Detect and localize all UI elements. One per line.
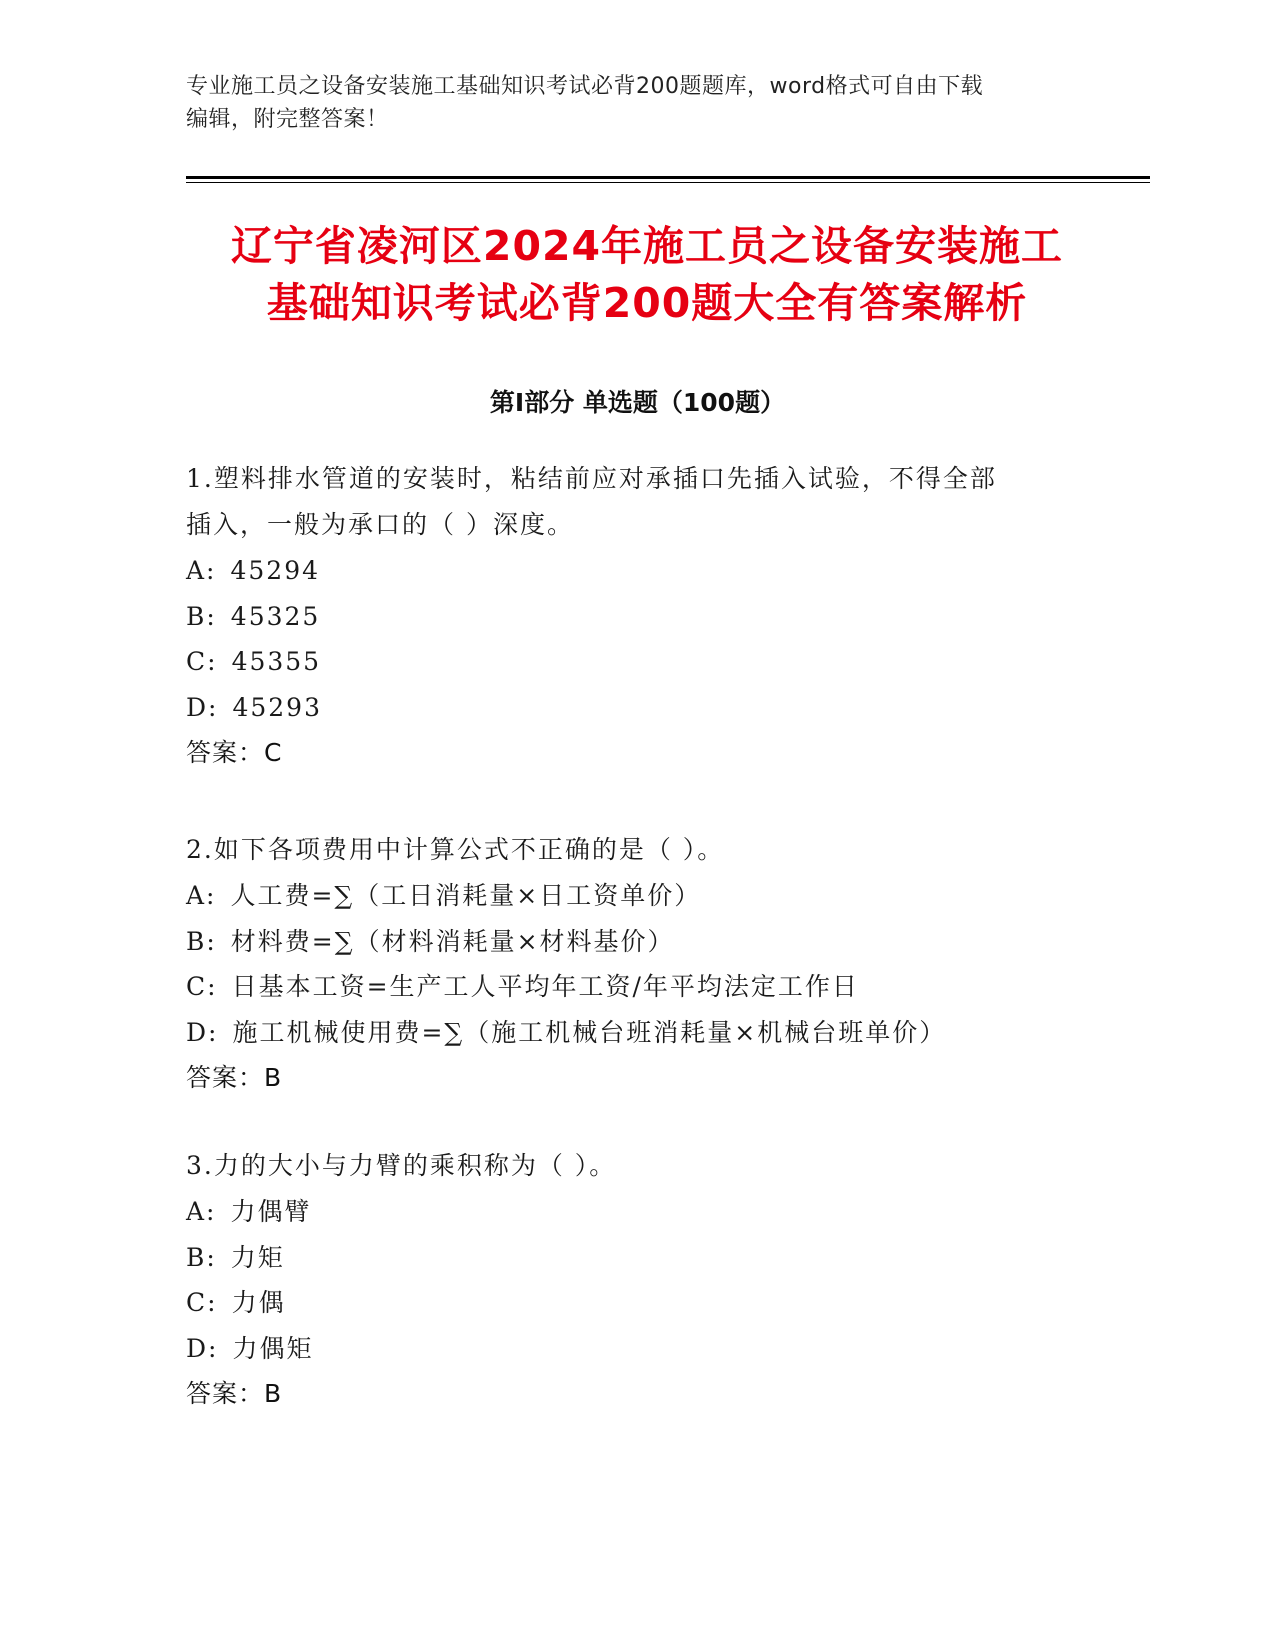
option-d (186, 1010, 1086, 1056)
option-text: 力偶 (231, 1288, 286, 1317)
question-stem-line-2: 插入，一般为承口的（ ）深度。 (186, 510, 574, 539)
document-title-line-2: 基础知识考试必背200题大全有答案解析 (266, 279, 1028, 327)
question-stem (186, 1143, 1086, 1189)
option-c (186, 639, 1086, 685)
option-letter: B: (186, 601, 217, 631)
option-d (186, 685, 1086, 731)
section-heading: 第Ⅰ部分 单选题（100题） (489, 388, 786, 417)
option-letter: A: (186, 1197, 217, 1226)
question-2 (186, 827, 1086, 1101)
option-letter: C: (186, 647, 218, 676)
option-text: 人工费=∑（工日消耗量×日工资单价） (230, 881, 702, 910)
option-text: 日基本工资=生产工人平均年工资/年平均法定工作日 (231, 972, 859, 1001)
question-1 (186, 456, 1086, 776)
option-letter: B: (186, 926, 217, 956)
option-text: 力矩 (230, 1242, 285, 1272)
answer-line: 答案：C (186, 738, 283, 767)
header-note-line-1: 专业施工员之设备安装施工基础知识考试必背200题题库，word格式可自由下载 (186, 74, 984, 99)
header-rule-thin (186, 182, 1150, 183)
option-text: 力偶矩 (232, 1333, 314, 1363)
header-note-line-2: 编辑，附完整答案！ (186, 107, 389, 132)
option-b (186, 594, 1086, 640)
option-letter: C: (186, 1288, 218, 1317)
option-letter: A: (186, 881, 217, 910)
option-letter: D: (186, 1333, 219, 1363)
question-stem (186, 827, 1086, 873)
option-text: 材料费=∑（材料消耗量×材料基价） (230, 926, 675, 956)
answer-line: 答案：B (186, 1063, 283, 1092)
question-stem (186, 456, 1086, 548)
option-text: 45355 (231, 647, 322, 676)
document-title (120, 218, 1174, 332)
header-note (186, 70, 1086, 136)
option-letter: B: (186, 1242, 217, 1272)
question-stem-line-1: 3.力的大小与力臂的乘积称为（ ）。 (186, 1151, 617, 1180)
option-letter: D: (186, 692, 219, 722)
header-rule-thick (186, 176, 1150, 179)
option-b (186, 919, 1086, 965)
question-3 (186, 1143, 1086, 1417)
option-a (186, 548, 1086, 594)
question-stem-line-1: 1.塑料排水管道的安装时，粘结前应对承插口先插入试验，不得全部 (186, 464, 997, 493)
option-a (186, 873, 1086, 919)
option-text: 45325 (230, 601, 321, 631)
document-title-line-1: 辽宁省凌河区2024年施工员之设备安装施工 (230, 222, 1064, 270)
option-text: 力偶臂 (230, 1197, 312, 1226)
option-text: 45294 (230, 556, 321, 585)
option-a (186, 1189, 1086, 1235)
option-text: 施工机械使用费=∑（施工机械台班消耗量×机械台班单价） (232, 1017, 947, 1047)
option-b (186, 1235, 1086, 1281)
answer-line: 答案：B (186, 1379, 283, 1408)
option-letter: C: (186, 972, 218, 1001)
option-c (186, 964, 1086, 1010)
question-stem-line-1: 2.如下各项费用中计算公式不正确的是（ ）。 (186, 835, 725, 864)
option-d (186, 1326, 1086, 1372)
option-letter: D: (186, 1017, 219, 1047)
option-text: 45293 (232, 692, 322, 722)
option-c (186, 1280, 1086, 1326)
option-letter: A: (186, 556, 217, 585)
